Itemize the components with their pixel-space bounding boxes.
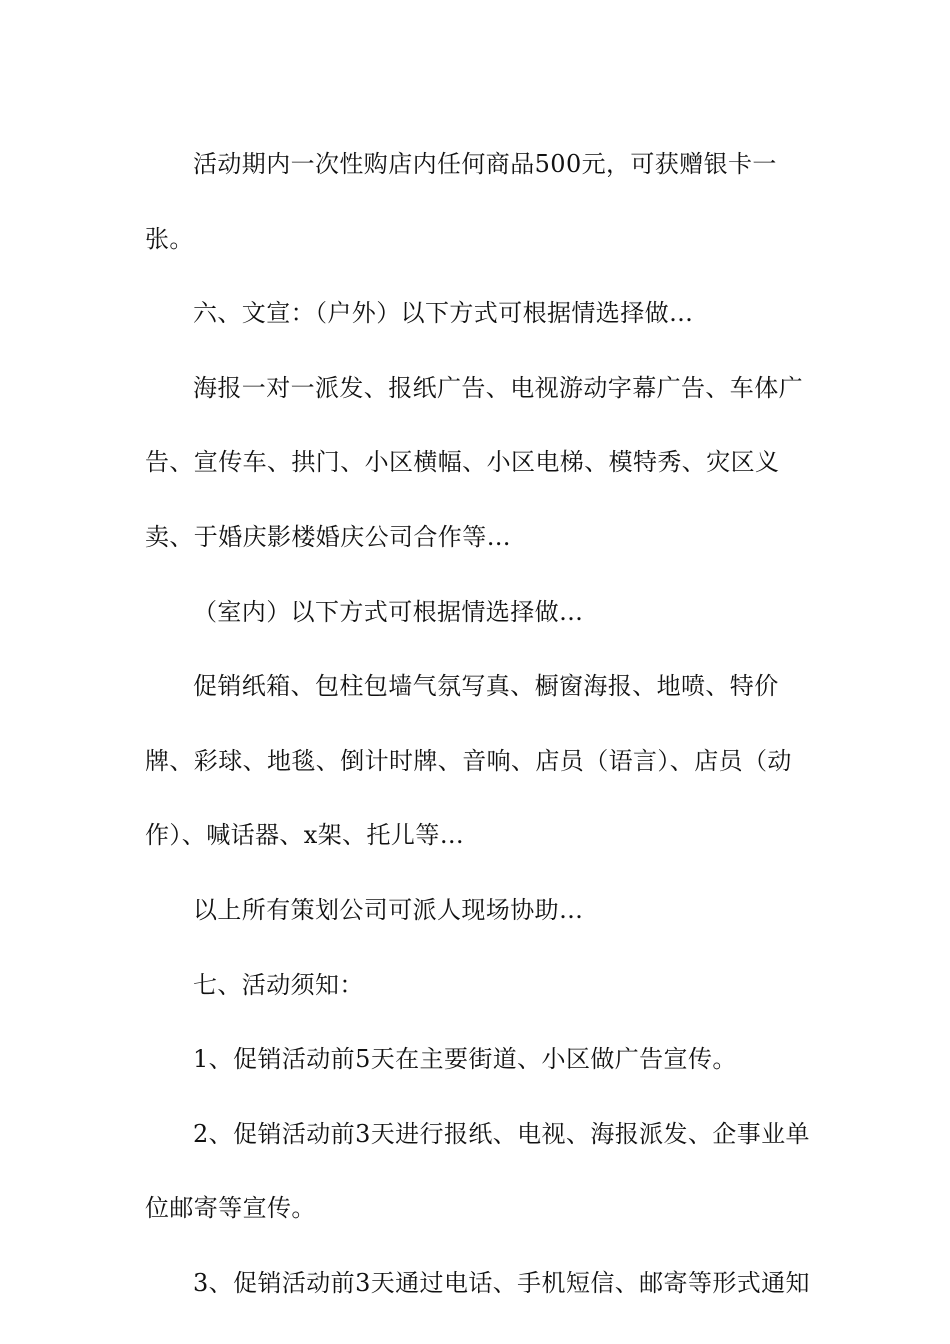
paragraph-notice-item-1: 1、促销活动前5天在主要街道、小区做广告宣传。 <box>193 1045 737 1074</box>
paragraph-outdoor-methods: 海报一对一派发、报纸广告、电视游动字幕广告、车体广告、宣传车、拱门、小区横幅、小区电梯、模特秀、灾区义卖、于婚庆影楼婚庆公司合作等… <box>145 373 803 551</box>
paragraph-notice-item-2: 2、促销活动前3天进行报纸、电视、海报派发、企事业单位邮寄等宣传。 <box>145 1119 810 1223</box>
paragraph-indoor-methods: 促销纸箱、包柱包墙气氛写真、橱窗海报、地喷、特价牌、彩球、地毯、倒计时牌、音响、店员（语言）、店员（动作）、喊话器、x架、托儿等… <box>145 672 792 850</box>
document-body <box>145 127 825 1321</box>
paragraph-indoor-heading: （室内）以下方式可根据情选择做… <box>193 597 584 626</box>
paragraph-section-six-outdoor: 六、文宣：（户外）以下方式可根据情选择做… <box>193 299 694 328</box>
paragraph-notice-item-3: 3、促销活动前3天通过电话、手机短信、邮寄等形式通知 <box>193 1268 810 1297</box>
paragraph-silver-card-offer: 活动期内一次性购店内任何商品500元，可获赠银卡一张。 <box>145 150 777 253</box>
paragraph-section-seven-heading: 七、活动须知： <box>193 970 364 999</box>
paragraph-planning-assist: 以上所有策划公司可派人现场协助… <box>193 895 584 924</box>
